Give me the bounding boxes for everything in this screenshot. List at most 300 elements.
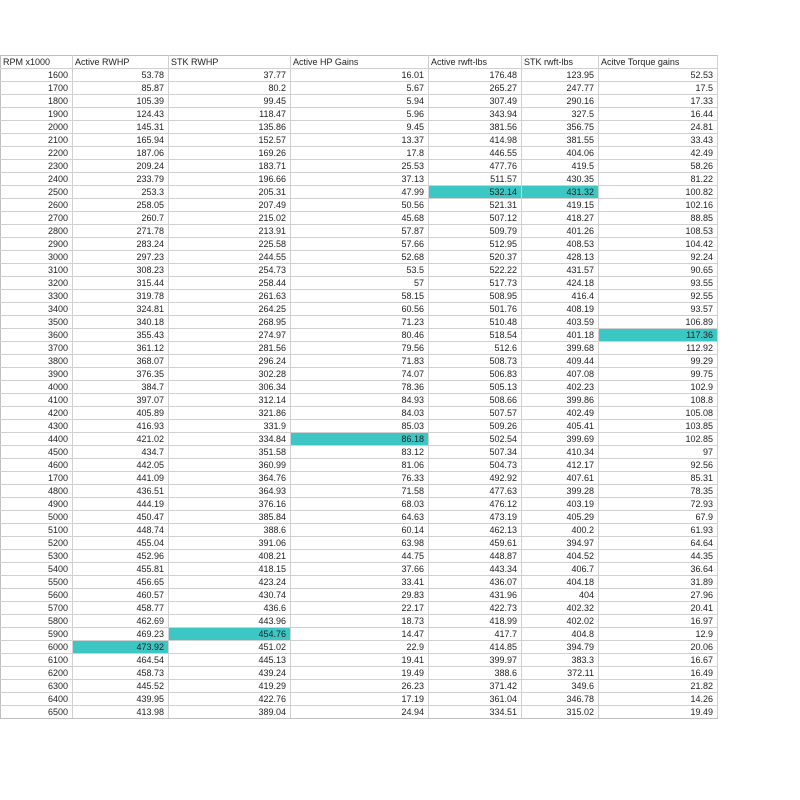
rpm-cell[interactable]: 4400 <box>1 433 73 446</box>
active-rwhp-cell[interactable]: 439.95 <box>73 693 169 706</box>
stk-rwft-lbs-cell[interactable]: 408.19 <box>522 303 599 316</box>
active-rwft-lbs-cell[interactable]: 518.54 <box>429 329 522 342</box>
stk-rwft-lbs-cell[interactable]: 403.19 <box>522 498 599 511</box>
stk-rwft-lbs-cell[interactable]: 403.59 <box>522 316 599 329</box>
active-hp-gains-cell[interactable]: 47.99 <box>291 186 429 199</box>
rpm-cell[interactable]: 3100 <box>1 264 73 277</box>
active-hp-gains-cell[interactable]: 76.33 <box>291 472 429 485</box>
active-rwhp-cell[interactable]: 258.05 <box>73 199 169 212</box>
stk-rwft-lbs-cell[interactable]: 404 <box>522 589 599 602</box>
active-rwhp-cell[interactable]: 462.69 <box>73 615 169 628</box>
active-hp-gains-cell[interactable]: 44.75 <box>291 550 429 563</box>
torque-gains-cell[interactable]: 93.55 <box>599 277 718 290</box>
active-rwhp-cell[interactable]: 469.23 <box>73 628 169 641</box>
torque-gains-cell[interactable]: 20.06 <box>599 641 718 654</box>
rpm-cell[interactable]: 2800 <box>1 225 73 238</box>
stk-rwft-lbs-cell[interactable]: 372.11 <box>522 667 599 680</box>
active-hp-gains-cell[interactable]: 58.15 <box>291 290 429 303</box>
rpm-cell[interactable]: 3900 <box>1 368 73 381</box>
stk-rwft-lbs-cell[interactable]: 394.79 <box>522 641 599 654</box>
active-rwhp-cell[interactable]: 368.07 <box>73 355 169 368</box>
rpm-cell[interactable]: 2200 <box>1 147 73 160</box>
active-rwft-lbs-cell[interactable]: 508.95 <box>429 290 522 303</box>
active-rwhp-cell[interactable]: 85.87 <box>73 82 169 95</box>
torque-gains-cell[interactable]: 93.57 <box>599 303 718 316</box>
rpm-cell[interactable]: 5700 <box>1 602 73 615</box>
torque-gains-cell[interactable]: 102.16 <box>599 199 718 212</box>
stk-rwhp-cell[interactable]: 118.47 <box>169 108 291 121</box>
active-rwft-lbs-cell[interactable]: 334.51 <box>429 706 522 719</box>
stk-rwhp-cell[interactable]: 436.6 <box>169 602 291 615</box>
rpm-cell[interactable]: 5100 <box>1 524 73 537</box>
active-rwhp-cell[interactable]: 53.78 <box>73 69 169 82</box>
active-rwhp-cell[interactable]: 209.24 <box>73 160 169 173</box>
torque-gains-cell[interactable]: 21.82 <box>599 680 718 693</box>
active-rwft-lbs-cell[interactable]: 522.22 <box>429 264 522 277</box>
rpm-cell[interactable]: 2100 <box>1 134 73 147</box>
active-rwhp-cell[interactable]: 464.54 <box>73 654 169 667</box>
stk-rwhp-cell[interactable]: 445.13 <box>169 654 291 667</box>
active-rwhp-cell[interactable]: 458.77 <box>73 602 169 615</box>
rpm-cell[interactable]: 1700 <box>1 82 73 95</box>
active-rwft-lbs-cell[interactable]: 509.79 <box>429 225 522 238</box>
rpm-cell[interactable]: 5800 <box>1 615 73 628</box>
active-rwft-lbs-cell[interactable]: 422.73 <box>429 602 522 615</box>
active-rwft-lbs-cell[interactable]: 446.55 <box>429 147 522 160</box>
rpm-cell[interactable]: 5400 <box>1 563 73 576</box>
torque-gains-cell[interactable]: 106.89 <box>599 316 718 329</box>
rpm-cell[interactable]: 3500 <box>1 316 73 329</box>
active-rwft-lbs-cell[interactable]: 176.48 <box>429 69 522 82</box>
stk-rwft-lbs-cell[interactable]: 399.68 <box>522 342 599 355</box>
torque-gains-cell[interactable]: 92.55 <box>599 290 718 303</box>
stk-rwhp-cell[interactable]: 439.24 <box>169 667 291 680</box>
stk-rwhp-cell[interactable]: 351.58 <box>169 446 291 459</box>
active-rwhp-cell[interactable]: 324.81 <box>73 303 169 316</box>
torque-gains-cell[interactable]: 12.9 <box>599 628 718 641</box>
active-hp-gains-cell[interactable]: 45.68 <box>291 212 429 225</box>
active-rwft-lbs-cell[interactable]: 265.27 <box>429 82 522 95</box>
active-rwft-lbs-cell[interactable]: 477.63 <box>429 485 522 498</box>
stk-rwft-lbs-cell[interactable]: 394.97 <box>522 537 599 550</box>
stk-rwhp-cell[interactable]: 225.58 <box>169 238 291 251</box>
stk-rwft-lbs-cell[interactable]: 406.7 <box>522 563 599 576</box>
active-hp-gains-cell[interactable]: 71.23 <box>291 316 429 329</box>
active-hp-gains-cell[interactable]: 37.13 <box>291 173 429 186</box>
torque-gains-cell[interactable]: 112.92 <box>599 342 718 355</box>
stk-rwhp-cell[interactable]: 376.16 <box>169 498 291 511</box>
torque-gains-cell[interactable]: 20.41 <box>599 602 718 615</box>
active-hp-gains-cell[interactable]: 25.53 <box>291 160 429 173</box>
torque-gains-cell[interactable]: 16.44 <box>599 108 718 121</box>
header-active-hp-gains[interactable]: Active HP Gains <box>291 56 429 69</box>
stk-rwhp-cell[interactable]: 360.99 <box>169 459 291 472</box>
stk-rwhp-cell[interactable]: 312.14 <box>169 394 291 407</box>
rpm-cell[interactable]: 2400 <box>1 173 73 186</box>
active-rwft-lbs-cell[interactable]: 509.26 <box>429 420 522 433</box>
torque-gains-cell[interactable]: 72.93 <box>599 498 718 511</box>
stk-rwhp-cell[interactable]: 388.6 <box>169 524 291 537</box>
active-hp-gains-cell[interactable]: 19.41 <box>291 654 429 667</box>
rpm-cell[interactable]: 3300 <box>1 290 73 303</box>
active-hp-gains-cell[interactable]: 18.73 <box>291 615 429 628</box>
stk-rwhp-cell[interactable]: 183.71 <box>169 160 291 173</box>
active-hp-gains-cell[interactable]: 13.37 <box>291 134 429 147</box>
active-rwhp-cell[interactable]: 413.98 <box>73 706 169 719</box>
active-rwhp-cell[interactable]: 416.93 <box>73 420 169 433</box>
rpm-cell[interactable]: 4500 <box>1 446 73 459</box>
stk-rwhp-cell[interactable]: 207.49 <box>169 199 291 212</box>
active-rwhp-cell[interactable]: 124.43 <box>73 108 169 121</box>
active-rwhp-cell[interactable]: 361.12 <box>73 342 169 355</box>
rpm-cell[interactable]: 4600 <box>1 459 73 472</box>
stk-rwhp-cell[interactable]: 169.26 <box>169 147 291 160</box>
active-rwft-lbs-cell[interactable]: 462.13 <box>429 524 522 537</box>
stk-rwft-lbs-cell[interactable]: 410.34 <box>522 446 599 459</box>
stk-rwhp-cell[interactable]: 385.84 <box>169 511 291 524</box>
rpm-cell[interactable]: 4800 <box>1 485 73 498</box>
torque-gains-cell[interactable]: 64.64 <box>599 537 718 550</box>
stk-rwft-lbs-cell[interactable]: 424.18 <box>522 277 599 290</box>
torque-gains-cell[interactable]: 104.42 <box>599 238 718 251</box>
active-rwft-lbs-cell[interactable]: 414.85 <box>429 641 522 654</box>
active-rwhp-cell[interactable]: 442.05 <box>73 459 169 472</box>
stk-rwft-lbs-cell[interactable]: 412.17 <box>522 459 599 472</box>
active-hp-gains-cell[interactable]: 26.23 <box>291 680 429 693</box>
stk-rwft-lbs-cell[interactable]: 247.77 <box>522 82 599 95</box>
stk-rwft-lbs-cell[interactable]: 123.95 <box>522 69 599 82</box>
stk-rwhp-cell[interactable]: 264.25 <box>169 303 291 316</box>
rpm-cell[interactable]: 5000 <box>1 511 73 524</box>
stk-rwhp-cell[interactable]: 268.95 <box>169 316 291 329</box>
rpm-cell[interactable]: 3200 <box>1 277 73 290</box>
rpm-cell[interactable]: 5500 <box>1 576 73 589</box>
active-rwhp-cell[interactable]: 441.09 <box>73 472 169 485</box>
active-rwhp-cell[interactable]: 187.06 <box>73 147 169 160</box>
active-hp-gains-cell[interactable]: 52.68 <box>291 251 429 264</box>
stk-rwft-lbs-cell[interactable]: 401.26 <box>522 225 599 238</box>
torque-gains-cell[interactable]: 102.9 <box>599 381 718 394</box>
torque-gains-cell[interactable]: 16.97 <box>599 615 718 628</box>
active-rwft-lbs-cell[interactable]: 448.87 <box>429 550 522 563</box>
active-rwft-lbs-cell[interactable]: 506.83 <box>429 368 522 381</box>
active-hp-gains-cell[interactable]: 17.19 <box>291 693 429 706</box>
torque-gains-cell[interactable]: 81.22 <box>599 173 718 186</box>
active-rwft-lbs-cell[interactable]: 381.56 <box>429 121 522 134</box>
active-hp-gains-cell[interactable]: 71.83 <box>291 355 429 368</box>
active-rwft-lbs-cell[interactable]: 414.98 <box>429 134 522 147</box>
stk-rwhp-cell[interactable]: 37.77 <box>169 69 291 82</box>
stk-rwft-lbs-cell[interactable]: 399.69 <box>522 433 599 446</box>
stk-rwhp-cell[interactable]: 296.24 <box>169 355 291 368</box>
stk-rwhp-cell[interactable]: 364.93 <box>169 485 291 498</box>
torque-gains-cell[interactable]: 108.8 <box>599 394 718 407</box>
stk-rwft-lbs-cell[interactable]: 430.35 <box>522 173 599 186</box>
stk-rwhp-cell[interactable]: 419.29 <box>169 680 291 693</box>
stk-rwft-lbs-cell[interactable]: 431.32 <box>522 186 599 199</box>
rpm-cell[interactable]: 3800 <box>1 355 73 368</box>
active-hp-gains-cell[interactable]: 74.07 <box>291 368 429 381</box>
active-rwhp-cell[interactable]: 283.24 <box>73 238 169 251</box>
torque-gains-cell[interactable]: 67.9 <box>599 511 718 524</box>
stk-rwhp-cell[interactable]: 389.04 <box>169 706 291 719</box>
torque-gains-cell[interactable]: 33.43 <box>599 134 718 147</box>
torque-gains-cell[interactable]: 16.49 <box>599 667 718 680</box>
active-hp-gains-cell[interactable]: 57.66 <box>291 238 429 251</box>
active-rwhp-cell[interactable]: 458.73 <box>73 667 169 680</box>
torque-gains-cell[interactable]: 14.26 <box>599 693 718 706</box>
active-hp-gains-cell[interactable]: 50.56 <box>291 199 429 212</box>
active-rwft-lbs-cell[interactable]: 473.19 <box>429 511 522 524</box>
active-rwft-lbs-cell[interactable]: 477.76 <box>429 160 522 173</box>
stk-rwft-lbs-cell[interactable]: 327.5 <box>522 108 599 121</box>
stk-rwhp-cell[interactable]: 274.97 <box>169 329 291 342</box>
torque-gains-cell[interactable]: 108.53 <box>599 225 718 238</box>
rpm-cell[interactable]: 6400 <box>1 693 73 706</box>
active-rwhp-cell[interactable]: 456.65 <box>73 576 169 589</box>
torque-gains-cell[interactable]: 102.85 <box>599 433 718 446</box>
rpm-cell[interactable]: 6100 <box>1 654 73 667</box>
active-rwhp-cell[interactable]: 445.52 <box>73 680 169 693</box>
rpm-cell[interactable]: 3600 <box>1 329 73 342</box>
active-hp-gains-cell[interactable]: 33.41 <box>291 576 429 589</box>
active-rwhp-cell[interactable]: 421.02 <box>73 433 169 446</box>
stk-rwft-lbs-cell[interactable]: 419.5 <box>522 160 599 173</box>
active-rwft-lbs-cell[interactable]: 418.99 <box>429 615 522 628</box>
active-hp-gains-cell[interactable]: 53.5 <box>291 264 429 277</box>
stk-rwhp-cell[interactable]: 331.9 <box>169 420 291 433</box>
active-rwft-lbs-cell[interactable]: 476.12 <box>429 498 522 511</box>
active-rwft-lbs-cell[interactable]: 307.49 <box>429 95 522 108</box>
rpm-cell[interactable]: 1800 <box>1 95 73 108</box>
stk-rwft-lbs-cell[interactable]: 356.75 <box>522 121 599 134</box>
active-hp-gains-cell[interactable]: 64.63 <box>291 511 429 524</box>
active-rwhp-cell[interactable]: 145.31 <box>73 121 169 134</box>
active-rwhp-cell[interactable]: 384.7 <box>73 381 169 394</box>
active-hp-gains-cell[interactable]: 81.06 <box>291 459 429 472</box>
active-rwft-lbs-cell[interactable]: 507.12 <box>429 212 522 225</box>
stk-rwhp-cell[interactable]: 430.74 <box>169 589 291 602</box>
stk-rwhp-cell[interactable]: 135.86 <box>169 121 291 134</box>
stk-rwhp-cell[interactable]: 321.86 <box>169 407 291 420</box>
rpm-cell[interactable]: 4300 <box>1 420 73 433</box>
active-rwft-lbs-cell[interactable]: 417.7 <box>429 628 522 641</box>
rpm-cell[interactable]: 2500 <box>1 186 73 199</box>
active-rwhp-cell[interactable]: 297.23 <box>73 251 169 264</box>
stk-rwhp-cell[interactable]: 215.02 <box>169 212 291 225</box>
active-rwhp-cell[interactable]: 165.94 <box>73 134 169 147</box>
active-hp-gains-cell[interactable]: 16.01 <box>291 69 429 82</box>
torque-gains-cell[interactable]: 92.56 <box>599 459 718 472</box>
active-rwft-lbs-cell[interactable]: 507.34 <box>429 446 522 459</box>
active-rwft-lbs-cell[interactable]: 431.96 <box>429 589 522 602</box>
torque-gains-cell[interactable]: 36.64 <box>599 563 718 576</box>
stk-rwhp-cell[interactable]: 334.84 <box>169 433 291 446</box>
active-rwhp-cell[interactable]: 253.3 <box>73 186 169 199</box>
rpm-cell[interactable]: 3000 <box>1 251 73 264</box>
torque-gains-cell[interactable]: 42.49 <box>599 147 718 160</box>
torque-gains-cell[interactable]: 78.35 <box>599 485 718 498</box>
torque-gains-cell[interactable]: 16.67 <box>599 654 718 667</box>
active-hp-gains-cell[interactable]: 24.94 <box>291 706 429 719</box>
stk-rwhp-cell[interactable]: 443.96 <box>169 615 291 628</box>
header-stk-rwft-lbs[interactable]: STK rwft-lbs <box>522 56 599 69</box>
stk-rwft-lbs-cell[interactable]: 290.16 <box>522 95 599 108</box>
stk-rwft-lbs-cell[interactable]: 407.61 <box>522 472 599 485</box>
stk-rwft-lbs-cell[interactable]: 428.13 <box>522 251 599 264</box>
torque-gains-cell[interactable]: 99.29 <box>599 355 718 368</box>
torque-gains-cell[interactable]: 97 <box>599 446 718 459</box>
active-rwft-lbs-cell[interactable]: 510.48 <box>429 316 522 329</box>
rpm-cell[interactable]: 2300 <box>1 160 73 173</box>
header-torque-gains[interactable]: Acitve Torque gains <box>599 56 718 69</box>
active-hp-gains-cell[interactable]: 22.17 <box>291 602 429 615</box>
stk-rwft-lbs-cell[interactable]: 402.02 <box>522 615 599 628</box>
stk-rwft-lbs-cell[interactable]: 400.2 <box>522 524 599 537</box>
stk-rwft-lbs-cell[interactable]: 431.57 <box>522 264 599 277</box>
rpm-cell[interactable]: 4100 <box>1 394 73 407</box>
stk-rwhp-cell[interactable]: 418.15 <box>169 563 291 576</box>
stk-rwft-lbs-cell[interactable]: 407.08 <box>522 368 599 381</box>
active-rwhp-cell[interactable]: 105.39 <box>73 95 169 108</box>
active-rwhp-cell[interactable]: 376.35 <box>73 368 169 381</box>
rpm-cell[interactable]: 3700 <box>1 342 73 355</box>
rpm-cell[interactable]: 5900 <box>1 628 73 641</box>
rpm-cell[interactable]: 4000 <box>1 381 73 394</box>
header-active-rwhp[interactable]: Active RWHP <box>73 56 169 69</box>
active-rwft-lbs-cell[interactable]: 508.73 <box>429 355 522 368</box>
rpm-cell[interactable]: 6000 <box>1 641 73 654</box>
active-rwhp-cell[interactable]: 340.18 <box>73 316 169 329</box>
stk-rwft-lbs-cell[interactable]: 418.27 <box>522 212 599 225</box>
stk-rwhp-cell[interactable]: 454.76 <box>169 628 291 641</box>
header-active-rwft-lbs[interactable]: Active rwft-lbs <box>429 56 522 69</box>
active-rwhp-cell[interactable]: 455.81 <box>73 563 169 576</box>
active-rwhp-cell[interactable]: 473.92 <box>73 641 169 654</box>
stk-rwhp-cell[interactable]: 254.73 <box>169 264 291 277</box>
active-hp-gains-cell[interactable]: 85.03 <box>291 420 429 433</box>
active-rwft-lbs-cell[interactable]: 371.42 <box>429 680 522 693</box>
torque-gains-cell[interactable]: 100.82 <box>599 186 718 199</box>
active-hp-gains-cell[interactable]: 22.9 <box>291 641 429 654</box>
stk-rwft-lbs-cell[interactable]: 408.53 <box>522 238 599 251</box>
stk-rwft-lbs-cell[interactable]: 404.18 <box>522 576 599 589</box>
stk-rwft-lbs-cell[interactable]: 404.52 <box>522 550 599 563</box>
active-rwft-lbs-cell[interactable]: 504.73 <box>429 459 522 472</box>
active-rwft-lbs-cell[interactable]: 443.34 <box>429 563 522 576</box>
torque-gains-cell[interactable]: 103.85 <box>599 420 718 433</box>
active-hp-gains-cell[interactable]: 5.94 <box>291 95 429 108</box>
active-rwft-lbs-cell[interactable]: 521.31 <box>429 199 522 212</box>
active-hp-gains-cell[interactable]: 84.93 <box>291 394 429 407</box>
active-rwhp-cell[interactable]: 405.89 <box>73 407 169 420</box>
active-hp-gains-cell[interactable]: 19.49 <box>291 667 429 680</box>
stk-rwhp-cell[interactable]: 423.24 <box>169 576 291 589</box>
rpm-cell[interactable]: 4200 <box>1 407 73 420</box>
active-rwft-lbs-cell[interactable]: 532.14 <box>429 186 522 199</box>
stk-rwhp-cell[interactable]: 306.34 <box>169 381 291 394</box>
stk-rwft-lbs-cell[interactable]: 404.06 <box>522 147 599 160</box>
stk-rwhp-cell[interactable]: 80.2 <box>169 82 291 95</box>
header-stk-rwhp[interactable]: STK RWHP <box>169 56 291 69</box>
stk-rwhp-cell[interactable]: 408.21 <box>169 550 291 563</box>
torque-gains-cell[interactable]: 17.33 <box>599 95 718 108</box>
rpm-cell[interactable]: 1900 <box>1 108 73 121</box>
active-rwft-lbs-cell[interactable]: 517.73 <box>429 277 522 290</box>
stk-rwft-lbs-cell[interactable]: 346.78 <box>522 693 599 706</box>
torque-gains-cell[interactable]: 44.35 <box>599 550 718 563</box>
stk-rwhp-cell[interactable]: 451.02 <box>169 641 291 654</box>
stk-rwhp-cell[interactable]: 258.44 <box>169 277 291 290</box>
active-hp-gains-cell[interactable]: 14.47 <box>291 628 429 641</box>
active-hp-gains-cell[interactable]: 5.67 <box>291 82 429 95</box>
active-hp-gains-cell[interactable]: 60.56 <box>291 303 429 316</box>
torque-gains-cell[interactable]: 117.36 <box>599 329 718 342</box>
stk-rwft-lbs-cell[interactable]: 405.41 <box>522 420 599 433</box>
active-hp-gains-cell[interactable]: 57.87 <box>291 225 429 238</box>
active-rwhp-cell[interactable]: 450.47 <box>73 511 169 524</box>
active-rwft-lbs-cell[interactable]: 511.57 <box>429 173 522 186</box>
stk-rwhp-cell[interactable]: 196.66 <box>169 173 291 186</box>
active-hp-gains-cell[interactable]: 37.66 <box>291 563 429 576</box>
active-rwft-lbs-cell[interactable]: 512.95 <box>429 238 522 251</box>
rpm-cell[interactable]: 6300 <box>1 680 73 693</box>
rpm-cell[interactable]: 2600 <box>1 199 73 212</box>
stk-rwhp-cell[interactable]: 213.91 <box>169 225 291 238</box>
active-rwhp-cell[interactable]: 233.79 <box>73 173 169 186</box>
torque-gains-cell[interactable]: 88.85 <box>599 212 718 225</box>
active-hp-gains-cell[interactable]: 78.36 <box>291 381 429 394</box>
active-rwft-lbs-cell[interactable]: 459.61 <box>429 537 522 550</box>
rpm-cell[interactable]: 1700 <box>1 472 73 485</box>
active-rwhp-cell[interactable]: 355.43 <box>73 329 169 342</box>
active-hp-gains-cell[interactable]: 86.18 <box>291 433 429 446</box>
stk-rwhp-cell[interactable]: 205.31 <box>169 186 291 199</box>
active-hp-gains-cell[interactable]: 68.03 <box>291 498 429 511</box>
stk-rwhp-cell[interactable]: 244.55 <box>169 251 291 264</box>
torque-gains-cell[interactable]: 92.24 <box>599 251 718 264</box>
torque-gains-cell[interactable]: 58.26 <box>599 160 718 173</box>
active-rwft-lbs-cell[interactable]: 508.66 <box>429 394 522 407</box>
rpm-cell[interactable]: 5200 <box>1 537 73 550</box>
stk-rwft-lbs-cell[interactable]: 399.28 <box>522 485 599 498</box>
header-rpm[interactable]: RPM x1000 <box>1 56 73 69</box>
stk-rwft-lbs-cell[interactable]: 383.3 <box>522 654 599 667</box>
stk-rwhp-cell[interactable]: 99.45 <box>169 95 291 108</box>
stk-rwft-lbs-cell[interactable]: 402.49 <box>522 407 599 420</box>
active-rwft-lbs-cell[interactable]: 399.97 <box>429 654 522 667</box>
active-hp-gains-cell[interactable]: 17.8 <box>291 147 429 160</box>
stk-rwhp-cell[interactable]: 261.63 <box>169 290 291 303</box>
rpm-cell[interactable]: 4900 <box>1 498 73 511</box>
torque-gains-cell[interactable]: 27.96 <box>599 589 718 602</box>
rpm-cell[interactable]: 6200 <box>1 667 73 680</box>
active-hp-gains-cell[interactable]: 80.46 <box>291 329 429 342</box>
active-hp-gains-cell[interactable]: 84.03 <box>291 407 429 420</box>
active-rwhp-cell[interactable]: 315.44 <box>73 277 169 290</box>
active-rwft-lbs-cell[interactable]: 361.04 <box>429 693 522 706</box>
active-hp-gains-cell[interactable]: 57 <box>291 277 429 290</box>
active-rwft-lbs-cell[interactable]: 388.6 <box>429 667 522 680</box>
active-rwhp-cell[interactable]: 319.78 <box>73 290 169 303</box>
torque-gains-cell[interactable]: 17.5 <box>599 82 718 95</box>
stk-rwft-lbs-cell[interactable]: 402.32 <box>522 602 599 615</box>
active-rwft-lbs-cell[interactable]: 343.94 <box>429 108 522 121</box>
active-rwft-lbs-cell[interactable]: 507.57 <box>429 407 522 420</box>
active-hp-gains-cell[interactable]: 9.45 <box>291 121 429 134</box>
stk-rwft-lbs-cell[interactable]: 315.02 <box>522 706 599 719</box>
active-rwhp-cell[interactable]: 436.51 <box>73 485 169 498</box>
